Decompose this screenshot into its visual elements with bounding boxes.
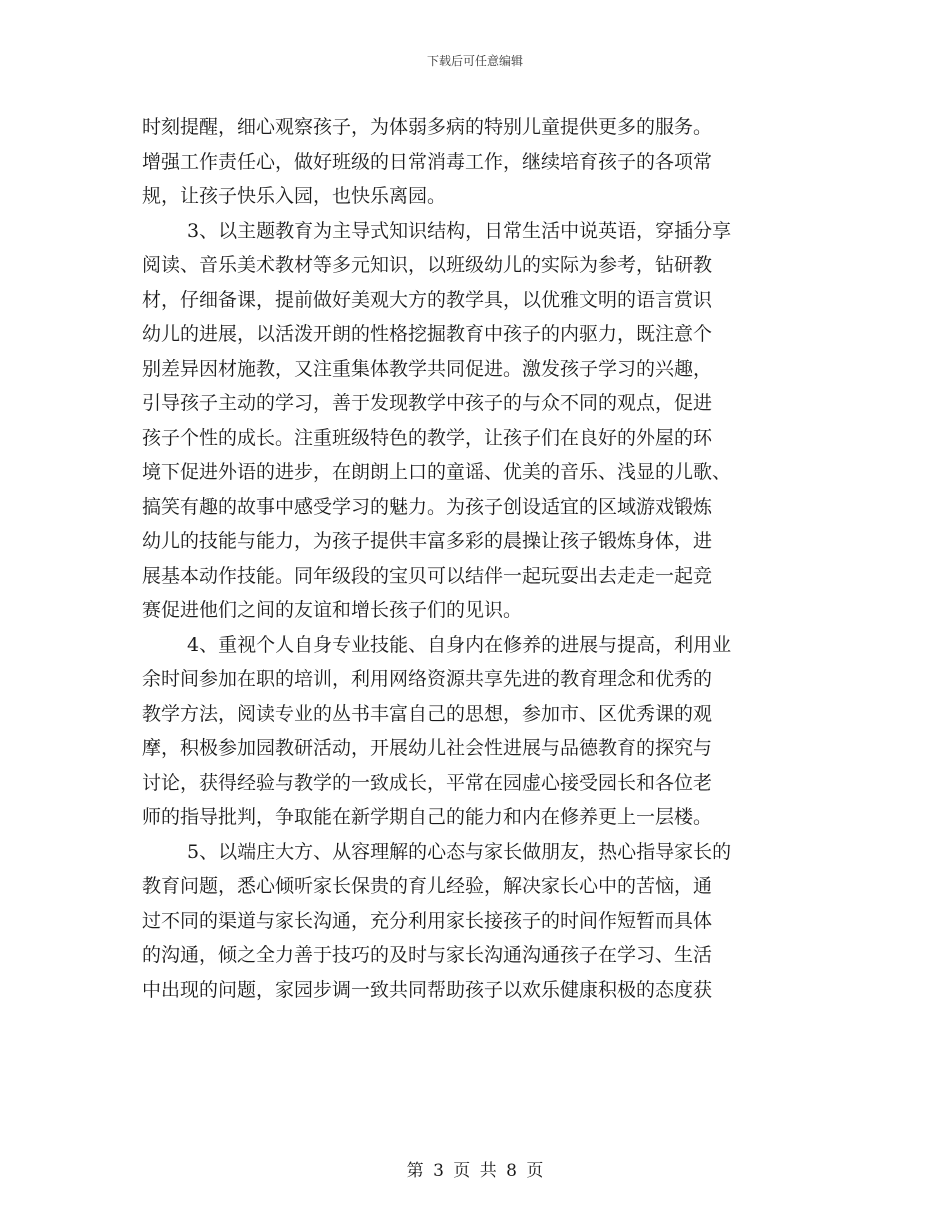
text-line: 3、以主题教育为主导式知识结构，日常生活中说英语，穿插分享 xyxy=(187,219,732,242)
text-line: 境下促进外语的进步，在朗朗上口的童谣、优美的音乐、浅显的儿歌、 xyxy=(142,461,732,483)
text-line: 教育问题，悉心倾听家长保贵的育儿经验，解决家长心中的苦恼，通 xyxy=(142,875,713,897)
text-line: 幼儿的技能与能力，为孩子提供丰富多彩的晨操让孩子锻炼身体，进 xyxy=(142,530,713,552)
text-line: 增强工作责任心，做好班级的日常消毒工作，继续培育孩子的各项常 xyxy=(142,150,713,173)
document-body xyxy=(142,110,808,1007)
text-line: 引导孩子主动的学习，善于发现教学中孩子的与众不同的观点，促进 xyxy=(142,392,713,414)
text-line: 搞笑有趣的故事中感受学习的魅力。为孩子创设适宜的区域游戏锻炼 xyxy=(142,495,713,518)
text-line: 时刻提醒，细心观察孩子，为体弱多病的特别儿童提供更多的服务。 xyxy=(142,116,713,138)
page-footer-page-number: 第 3 页 共 8 页 xyxy=(406,1161,544,1181)
text-line: 的沟通，倾之全力善于技巧的及时与家长沟通沟通孩子在学习、生活 xyxy=(142,944,713,966)
text-line: 师的指导批判，争取能在新学期自己的能力和内在修养更上一层楼。 xyxy=(142,806,713,828)
text-line: 赛促进他们之间的友谊和增长孩子们的见识。 xyxy=(142,599,523,621)
text-line: 孩子个性的成长。注重班级特色的教学，让孩子们在良好的外屋的环 xyxy=(142,426,713,449)
text-line: 别差异因材施教，又注重集体教学共同促进。激发孩子学习的兴趣， xyxy=(142,357,713,380)
text-line: 幼儿的进展，以活泼开朗的性格挖掘教育中孩子的内驱力，既注意个 xyxy=(142,323,713,345)
text-line: 阅读、音乐美术教材等多元知识，以班级幼儿的实际为参考，钻研教 xyxy=(142,254,713,276)
text-line: 材，仔细备课，提前做好美观大方的教学具，以优雅文明的语言赏识 xyxy=(142,288,713,311)
text-line: 中出现的问题，家园步调一致共同帮助孩子以欢乐健康积极的态度获 xyxy=(142,978,713,1001)
text-line: 展基本动作技能。同年级段的宝贝可以结伴一起玩耍出去走走一起竞 xyxy=(142,564,713,587)
text-line: 余时间参加在职的培训，利用网络资源共享先进的教育理念和优秀的 xyxy=(142,668,713,690)
text-line: 摩，积极参加园教研活动，开展幼儿社会性进展与品德教育的探究与 xyxy=(142,737,713,759)
text-line: 讨论，获得经验与教学的一致成长，平常在园虚心接受园长和各位老 xyxy=(142,771,713,794)
page-header: 下载后可任意编辑 xyxy=(426,54,523,68)
text-line: 教学方法，阅读专业的丛书丰富自己的思想，参加市、区优秀课的观 xyxy=(142,702,713,725)
text-line: 过不同的渠道与家长沟通，充分利用家长接孩子的时间作短暂而具体 xyxy=(142,909,713,932)
text-line: 5、以端庄大方、从容理解的心态与家长做朋友，热心指导家长的 xyxy=(187,840,732,863)
text-line: 规，让孩子快乐入园，也快乐离园。 xyxy=(142,185,447,207)
text-line: 4、重视个人自身专业技能、自身内在修养的进展与提高，利用业 xyxy=(187,633,732,656)
